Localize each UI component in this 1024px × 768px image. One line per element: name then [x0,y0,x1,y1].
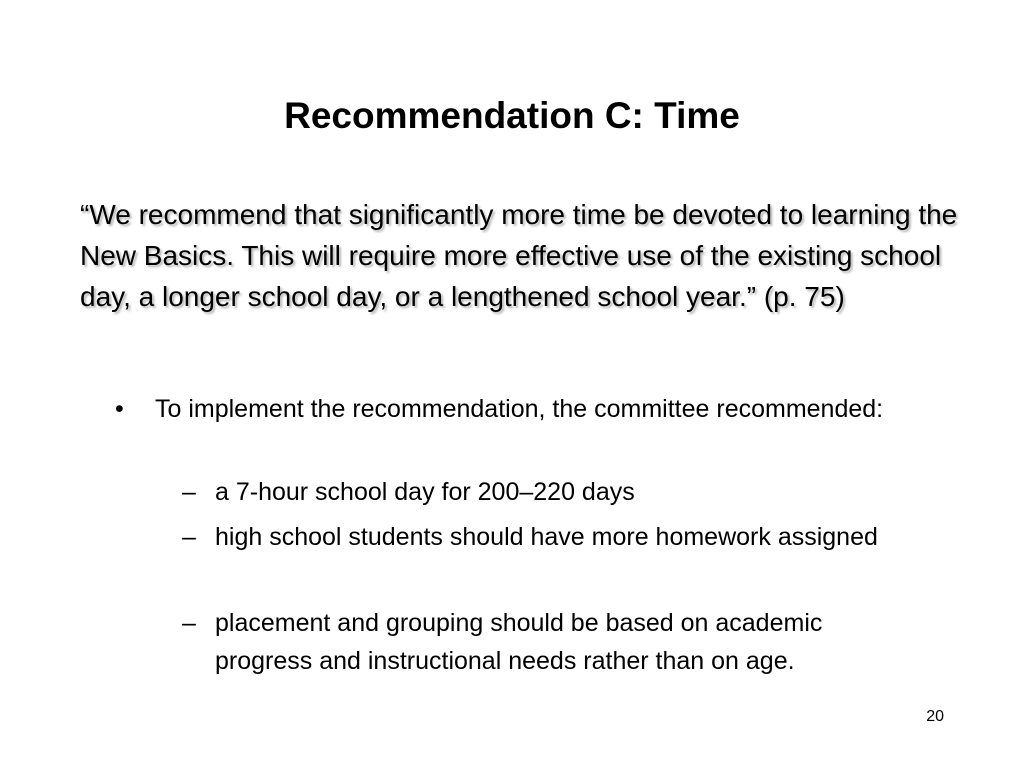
slide-title: Recommendation C: Time [284,95,740,136]
sub-item-text: a 7-hour school day for 200–220 days [215,478,635,506]
sub-item [182,518,922,556]
dash-marker: – [182,478,196,506]
dash-marker: – [182,609,196,637]
quote-text: “We recommend that significantly more time be devoted to learning the New Basics. This will require more effective use of the existing school day, a longer school day, or a lengthened school year.” (p. 75) [80,199,958,312]
sub-item-text: high school students should have more homework assigned [215,523,878,551]
bullet-item [115,390,905,428]
bullet-text: To implement the recommendation, the committee recommended: [155,395,884,423]
page-number: 20 [926,708,944,725]
sub-item [182,473,922,511]
dash-marker: – [182,523,196,551]
sub-item-text: placement and grouping should be based on academic progress and instructional needs rather than on age. [215,609,823,675]
sub-item [182,604,922,680]
bullet-marker: • [115,395,124,423]
